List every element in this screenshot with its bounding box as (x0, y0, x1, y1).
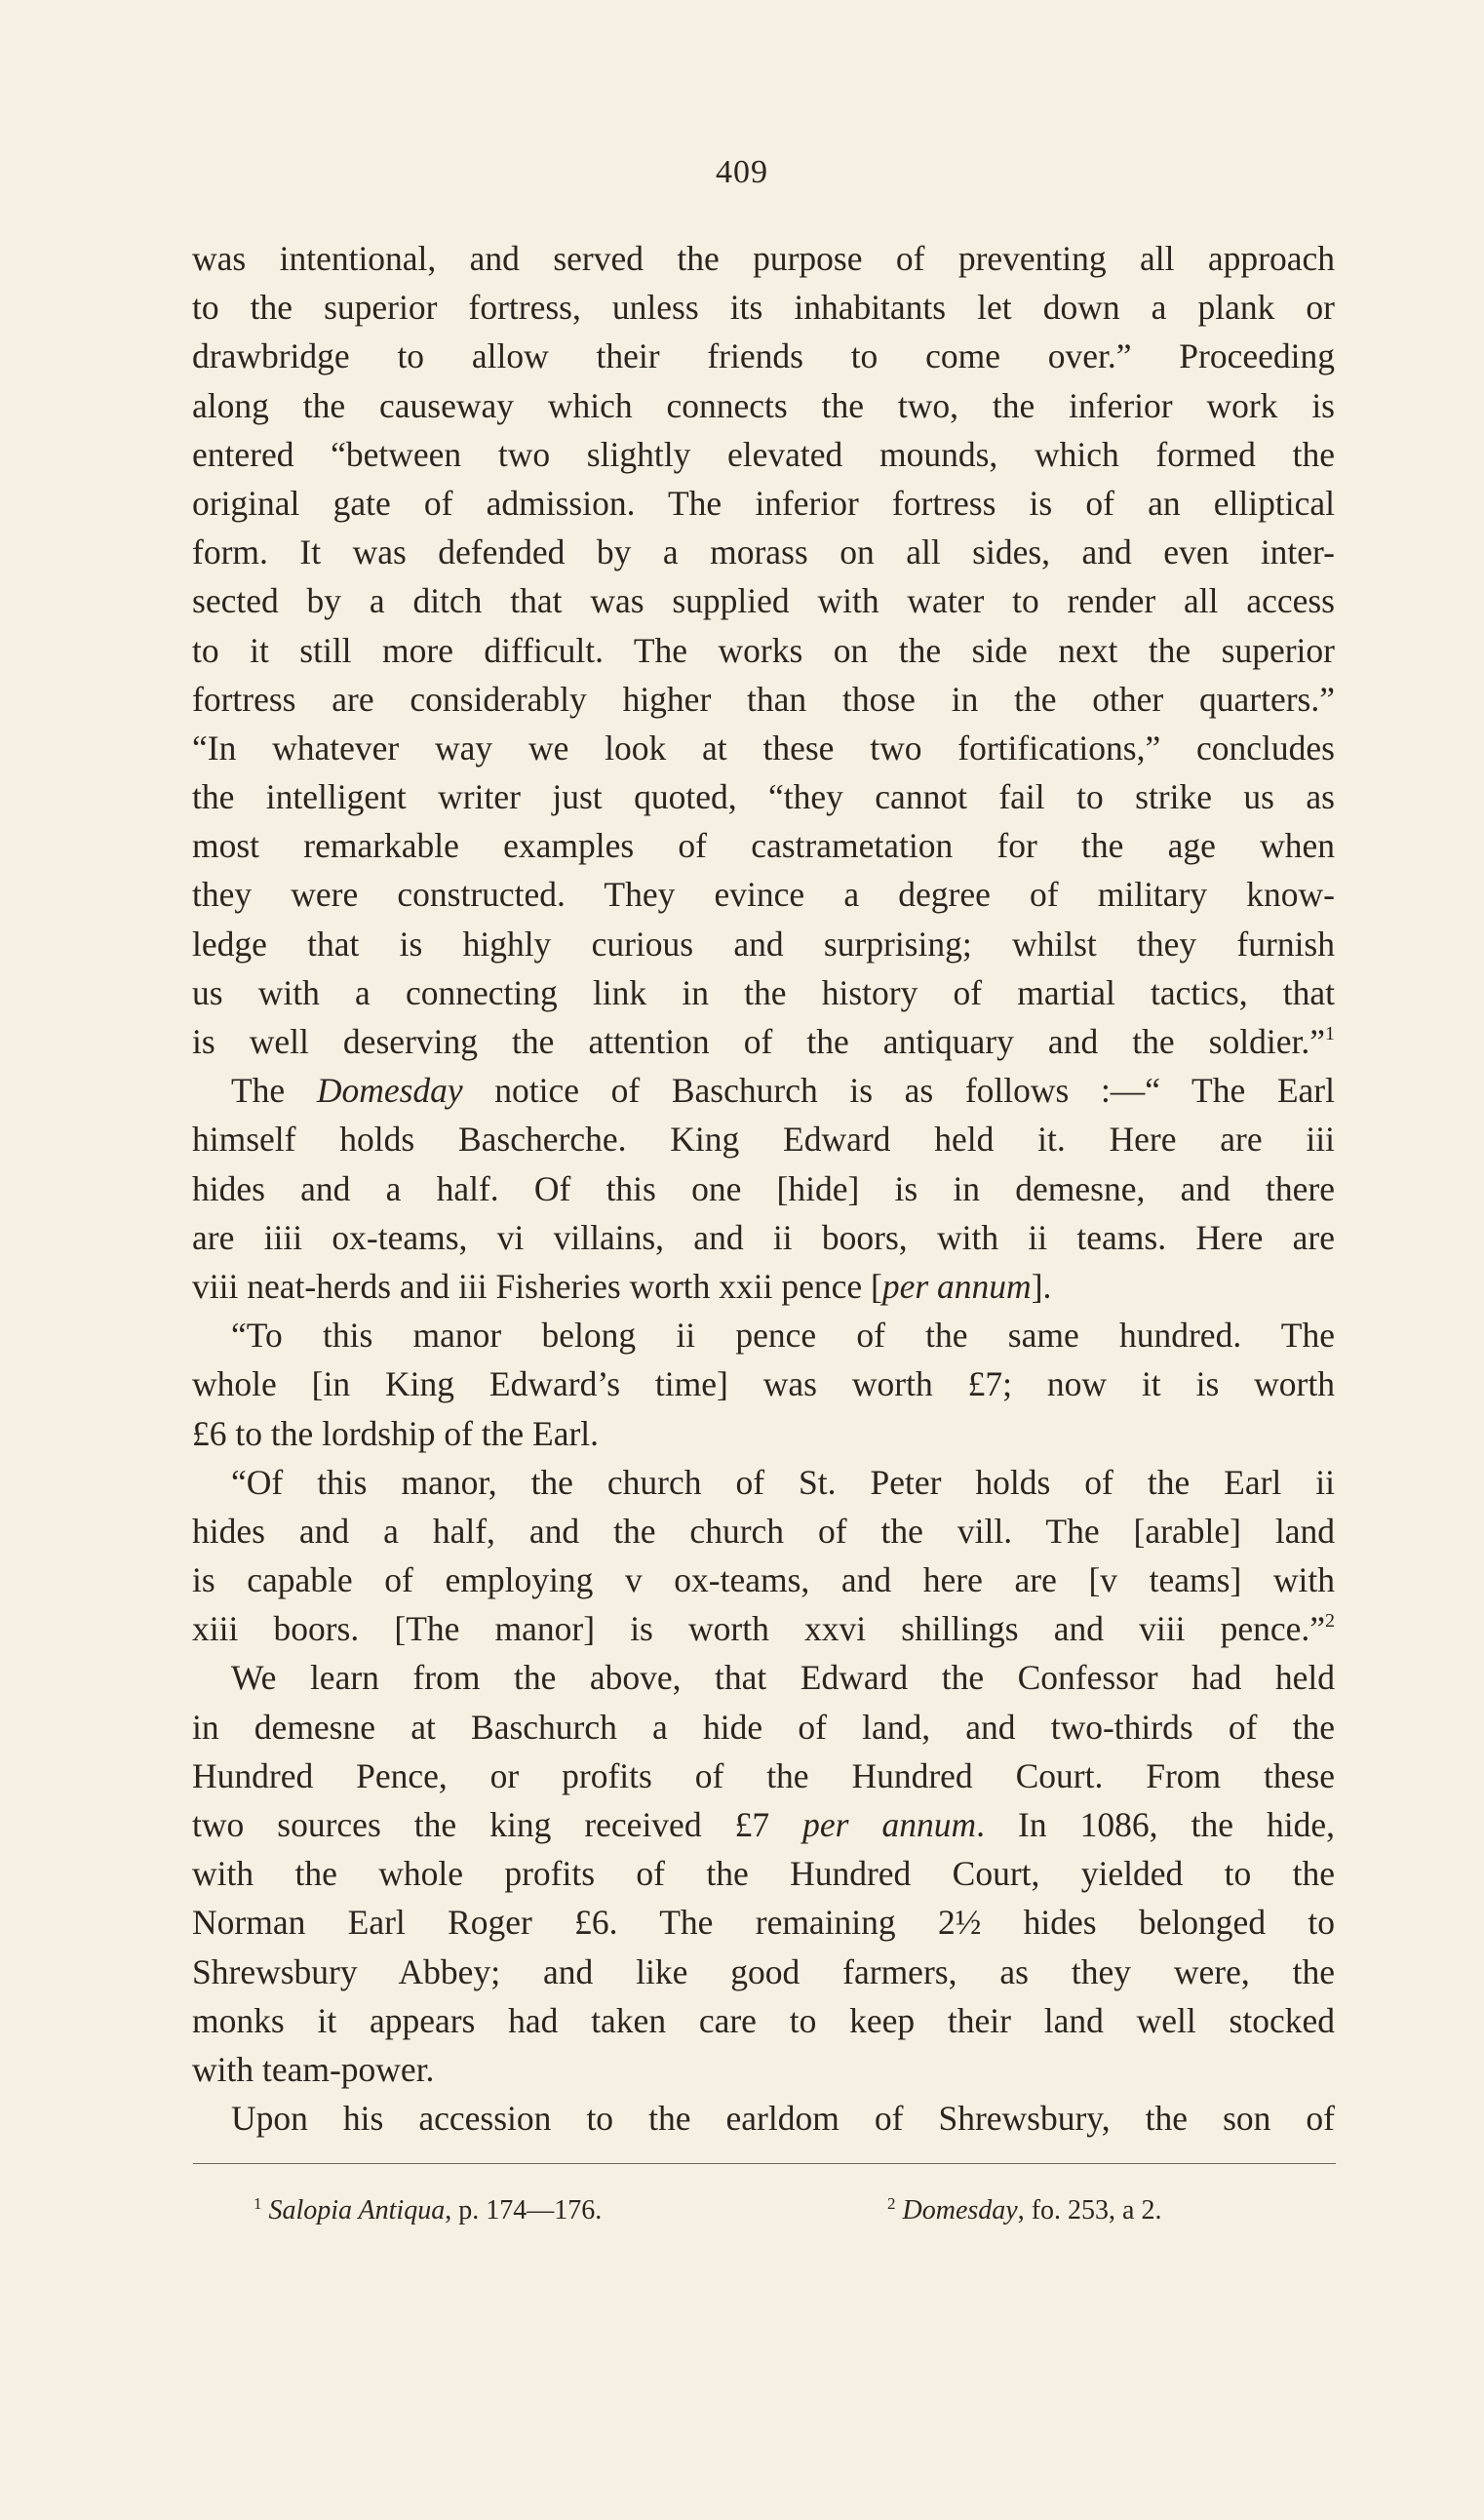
text-line: two sources the king received £7 per annum. In 1086, the hide, (192, 1805, 1335, 1844)
text-line: is well deserving the attention of the antiquary and the soldier.”$^1$ (192, 1022, 1335, 1061)
text-line: “Of this manor, the church of St. Peter holds of the Earl ii (231, 1462, 1335, 1502)
text-line: was intentional, and served the purpose of preventing all approach (192, 239, 1335, 278)
text-line: the intelligent writer just quoted, “they cannot fail to strike us as (192, 777, 1335, 817)
text-line: Shrewsbury Abbey; and like good farmers, as they were, the (192, 1951, 1335, 1991)
text-line: most remarkable examples of castrametation for the age when (192, 826, 1335, 866)
text-line: Hundred Pence, or profits of the Hundred Court. From these (192, 1755, 1335, 1795)
text-line: is capable of employing v ox-teams, and here are [v teams] with (192, 1560, 1335, 1600)
text-line: Upon his accession to the earldom of Shrewsbury, the son of (231, 2099, 1335, 2139)
text-line: us with a connecting link in the history of martial tactics, that (192, 972, 1335, 1012)
text-line: We learn from the above, that Edward the Confessor had held (231, 1658, 1335, 1698)
page-number: 409 (716, 154, 768, 190)
text-line: in demesne at Baschurch a hide of land, and two-thirds of the (192, 1707, 1335, 1747)
text-line: “To this manor belong ii pence of the same hundred. The (231, 1316, 1335, 1356)
footnote-ref-2: 2 (1325, 1610, 1335, 1633)
text-line: they were constructed. They evince a degree of military know- (192, 875, 1335, 915)
text-line: sected by a ditch that was supplied with water to render all access (192, 581, 1335, 621)
text-line: xiii boors. [The manor] is worth xxvi shillings and viii pence.”$^2$ (192, 1609, 1335, 1649)
text-line: entered “between two slightly elevated mounds, which formed the (192, 434, 1335, 474)
text-line: Norman Earl Roger £6. The remaining 2½ hides belonged to (192, 1903, 1335, 1943)
text-line: whole [in King Edward’s time] was worth £7; now it is worth (192, 1364, 1335, 1404)
text-line: hides and a half. Of this one [hide] is in demesne, and there (192, 1168, 1335, 1208)
body-text (192, 234, 1335, 2143)
text-line: form. It was defended by a morass on all sides, and even inter- (192, 532, 1335, 572)
text-line: ledge that is highly curious and surprising; whilst they furnish (192, 924, 1335, 964)
text-line: himself holds Bascherche. King Edward held it. Here are iii (192, 1120, 1335, 1160)
text-line: drawbridge to allow their friends to come over.” Proceeding (192, 336, 1335, 376)
text-line: £6 to the lordship of the Earl. (192, 1413, 600, 1453)
text-line: “In whatever way we look at these two fortifications,” concludes (192, 728, 1335, 768)
footnote-2: $^2$ Domesday, fo. 253, a 2. (887, 2194, 1162, 2225)
footnote-1: $^1$ Salopia Antiqua, p. 174—176. (254, 2194, 603, 2225)
text-line: fortress are considerably higher than those in the other quarters.” (192, 679, 1335, 719)
text-line: along the causeway which connects the two, the inferior work is (192, 385, 1335, 425)
text-line: with team-power. (192, 2049, 435, 2089)
text-line: with the whole profits of the Hundred Court, yielded to the (192, 1854, 1335, 1894)
text-line: monks it appears had taken care to keep their land well stocked (192, 2000, 1335, 2040)
text-line: viii neat-herds and iii Fisheries worth xxii pence [per annum]. (192, 1266, 1052, 1306)
text-line: to it still more difficult. The works on the side next the superior (192, 630, 1335, 670)
text-line: original gate of admission. The inferior fortress is of an elliptical (192, 483, 1335, 523)
text-line: The Domesday notice of Baschurch is as follows :—“ The Earl (231, 1071, 1335, 1111)
text-line: to the superior fortress, unless its inhabitants let down a plank or (192, 288, 1335, 328)
footnote-divider (193, 2163, 1336, 2164)
text-line: hides and a half, and the church of the vill. The [arable] land (192, 1511, 1335, 1551)
footnote-ref-1: 1 (1325, 1023, 1335, 1044)
text-line: are iiii ox-teams, vi villains, and ii boors, with ii teams. Here are (192, 1217, 1335, 1257)
